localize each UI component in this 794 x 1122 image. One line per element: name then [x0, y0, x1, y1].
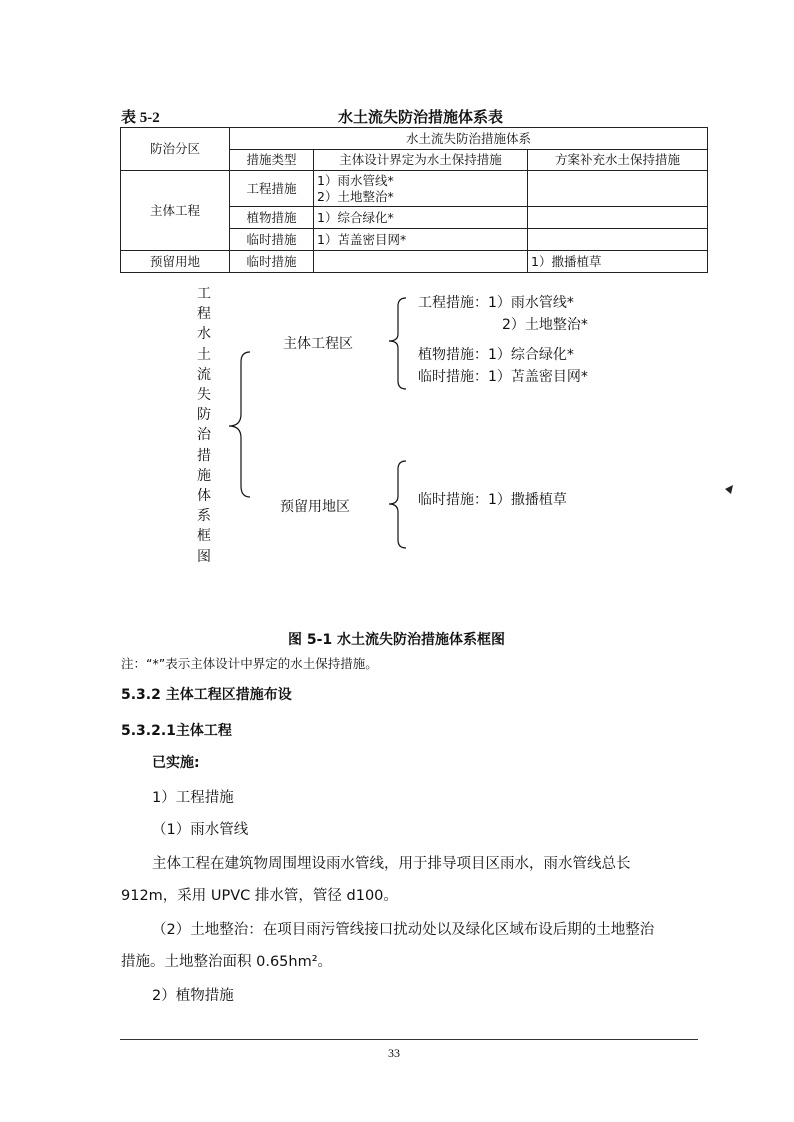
table-title: 水土流失防治措施体系表	[338, 108, 504, 126]
measure-cover-net: 1）苫盖密目网*	[314, 229, 528, 251]
diagram-zone-main: 主体工程区	[283, 336, 353, 352]
paragraph-land-rehab-line1: （2）土地整治：在项目雨污管线接口扰动处以及绿化区域布设后期的土地整治	[152, 922, 655, 938]
type-engineering: 工程措施	[230, 171, 314, 207]
page-number: 33	[388, 1046, 400, 1060]
diagram-reserved-line: 临时措施：1）撒播植草	[418, 492, 567, 508]
zone-reserved-land: 预留用地	[121, 251, 230, 273]
note: 注：“*”表示主体设计中界定的水土保持措施。	[121, 656, 378, 671]
item-rain-pipe: （1）雨水管线	[152, 822, 249, 838]
table-number: 表 5-2	[121, 110, 160, 126]
item-plant: 2）植物措施	[152, 988, 234, 1004]
type-temporary: 临时措施	[230, 229, 314, 251]
header-main-design: 主体设计界定为水土保持措施	[314, 150, 528, 171]
marker-arrow-icon	[725, 485, 733, 494]
diagram-engineering-line2: 2）土地整治*	[502, 317, 588, 333]
item-engineering: 1）工程措施	[152, 790, 234, 806]
implemented-label: 已实施:	[152, 755, 200, 771]
section-5-3-2-heading: 5.3.2 主体工程区措施布设	[121, 687, 292, 703]
header-type: 措施类型	[230, 150, 314, 171]
measure-land-rehab: 2）土地整治*	[317, 188, 394, 204]
zone1-brace	[389, 298, 406, 389]
type-temporary-reserved: 临时措施	[230, 251, 314, 273]
paragraph-rain-pipe-line1: 主体工程在建筑物周围埋设雨水管线，用于排导项目区雨水，雨水管线总长	[152, 856, 631, 872]
diagram-vertical-title: 工程水土流失防治措施体系框图	[197, 286, 211, 565]
zone2-brace	[389, 461, 406, 548]
diagram-temporary-line: 临时措施：1）苫盖密目网*	[418, 369, 588, 385]
paragraph-rain-pipe-line2: 912m，采用 UPVC 排水管，管径 d100。	[121, 888, 398, 904]
measure-greening: 1）综合绿化*	[314, 207, 528, 229]
diagram-plant-line: 植物措施：1）综合绿化*	[418, 347, 574, 363]
header-supplement: 方案补充水土保持措施	[528, 150, 708, 171]
figure-caption: 图 5-1 水土流失防治措施体系框图	[288, 632, 506, 648]
diagram-engineering-line1: 工程措施：1）雨水管线*	[418, 295, 574, 311]
header-zone: 防治分区	[121, 128, 230, 171]
measure-seeding: 1）撒播植草	[528, 251, 708, 273]
paragraph-land-rehab-line2: 措施。土地整治面积 0.65hm²。	[121, 954, 333, 970]
type-plant: 植物措施	[230, 207, 314, 229]
main-brace	[229, 352, 250, 497]
zone-main-project: 主体工程	[121, 171, 230, 251]
measure-rain-pipe: 1）雨水管线*	[317, 172, 394, 188]
section-5-3-2-1-heading: 5.3.2.1主体工程	[121, 723, 232, 739]
footer-divider	[120, 1039, 698, 1040]
header-system: 水土流失防治措施体系	[230, 128, 708, 150]
diagram-zone-reserved: 预留用地区	[280, 499, 350, 515]
